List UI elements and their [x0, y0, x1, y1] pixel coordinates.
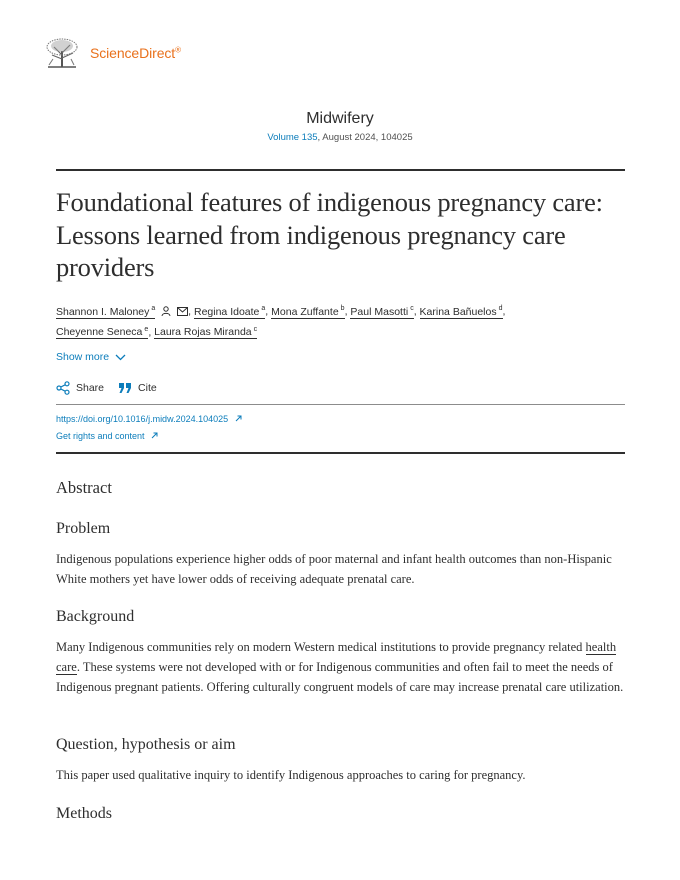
author-link[interactable]: Paul Masotti $^c$	[350, 305, 414, 318]
health-care-link[interactable]: health care	[56, 640, 617, 674]
problem-heading: Problem	[56, 520, 111, 537]
elsevier-tree-icon	[44, 37, 80, 69]
person-icon[interactable]	[161, 306, 171, 316]
brand-name: ScienceDirect®	[90, 45, 181, 61]
chevron-down-icon	[115, 354, 126, 361]
article-title: Foundational features of indigenous pregnancy care: Lessons learned from indigenous pregnancy care providers	[56, 187, 603, 282]
show-more-button[interactable]: Show more	[56, 351, 126, 363]
external-link-icon	[151, 432, 158, 439]
author-link[interactable]: Cheyenne Seneca $^e$	[56, 325, 149, 338]
aim-heading: Question, hypothesis or aim	[56, 736, 236, 753]
author-link[interactable]: Shannon I. Maloney $^a$	[56, 305, 156, 318]
external-link-icon	[235, 415, 242, 422]
background-heading: Background	[56, 608, 135, 625]
actions-divider	[56, 404, 625, 405]
journal-issue-info: Volume 135, August 2024, 104025	[267, 132, 413, 143]
share-button[interactable]: Share	[56, 381, 104, 395]
abstract-divider	[56, 452, 625, 454]
aim-text: This paper used qualitative inquiry to identify Indigenous approaches to caring for pregnancy.	[56, 768, 526, 782]
author-link[interactable]: Regina Idoate $^a$	[194, 305, 266, 318]
author-link[interactable]: Laura Rojas Miranda $^c$	[154, 325, 258, 338]
email-icon[interactable]	[177, 307, 188, 316]
author-list: Shannon I. Maloney $^a$ , Regina Idoate $^a$, Mona Zuffante $^b$, Paul Masotti $^c$, Karina Bañuelos $^d$, Cheyenne Seneca $^e$, Laura Rojas Miranda $^c$	[56, 305, 506, 338]
methods-heading: Methods	[56, 805, 112, 822]
doi-link[interactable]: https://doi.org/10.1016/j.midw.2024.104025	[56, 414, 242, 424]
quote-icon	[118, 382, 132, 394]
problem-text: Indigenous populations experience higher odds of poor maternal and infant health outcomes than non-Hispanic White mothers yet have lower odds of receiving adequate prenatal care.	[56, 552, 612, 586]
author-link[interactable]: Karina Bañuelos $^d$	[419, 305, 503, 318]
header-divider	[56, 169, 625, 171]
background-text: Many Indigenous communities rely on modern Western medical institutions to provide pregnancy related health care. These systems were not developed with or for Indigenous communities and often fail to meet the needs of Indigenous pregnant patients. Offering culturally congruent models of care may increase prenatal care utilization.	[56, 640, 624, 694]
share-icon	[56, 381, 70, 395]
article-actions	[56, 381, 171, 395]
volume-link[interactable]: Volume 135	[267, 132, 318, 143]
journal-header	[0, 110, 680, 143]
author-link[interactable]: Mona Zuffante $^b$	[271, 305, 345, 318]
cite-button[interactable]: Cite	[118, 382, 157, 394]
abstract-heading: Abstract	[56, 478, 112, 497]
journal-name[interactable]: Midwifery	[306, 110, 374, 127]
rights-link[interactable]: Get rights and content	[56, 431, 158, 441]
sciencedirect-logo[interactable]	[44, 36, 181, 70]
